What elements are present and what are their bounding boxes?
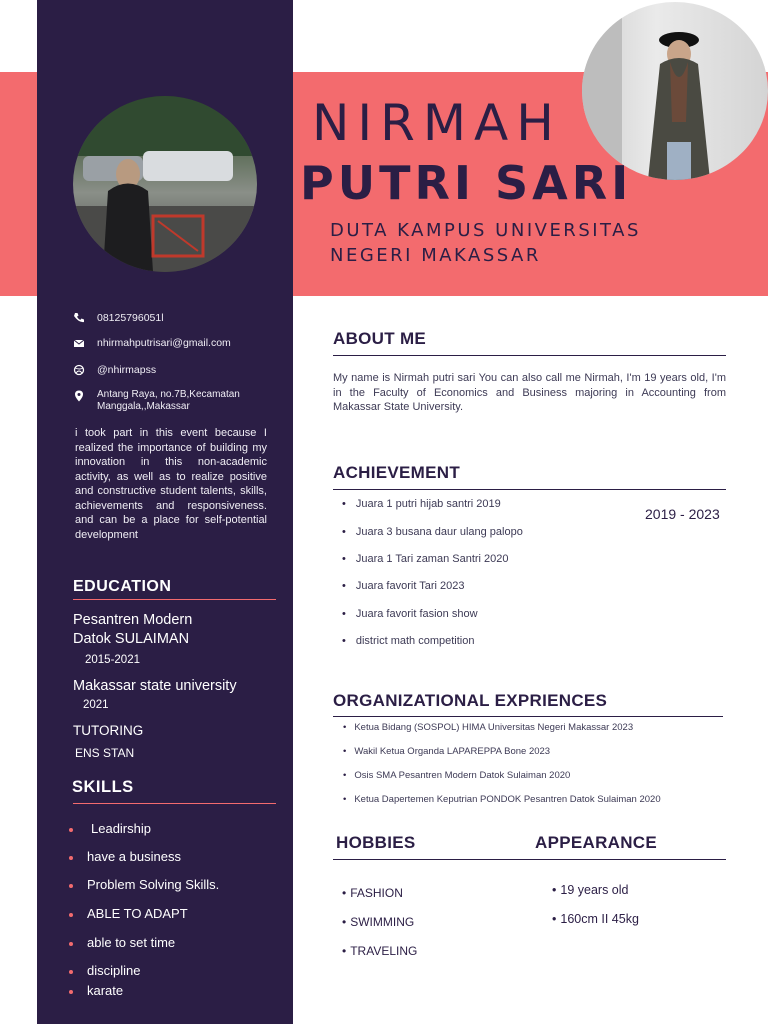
hobbies-heading: HOBBIES (336, 833, 416, 852)
skills-heading: SKILLS (72, 778, 134, 796)
skill-label: Problem Solving Skills. (87, 877, 220, 892)
mail-icon (73, 337, 85, 349)
education-heading: EDUCATION (73, 578, 172, 595)
skill-label: able to set time (87, 935, 176, 950)
achievement-item: • Juara 1 Tari zaman Santri 2020 (342, 553, 509, 565)
email-text: nhirmahputrisari@gmail.com (97, 337, 231, 349)
phone-icon (73, 312, 85, 324)
name-last: PUTRI SARI (300, 156, 633, 210)
hobbies-rule (333, 859, 726, 860)
sidebar (37, 0, 293, 1024)
bullet-icon (69, 856, 73, 860)
organizational-item: • Osis SMA Pesantren Modern Datok Sulaiman 2020 (343, 770, 570, 781)
school-1-line-1: Pesantren Modern (73, 612, 193, 628)
achievement-rule (333, 489, 726, 490)
appearance-heading: APPEARANCE (535, 833, 658, 852)
achievement-heading: ACHIEVEMENT (333, 463, 461, 482)
photo-illustration-right (582, 2, 768, 180)
address-line-1: Antang Raya, no.7B,Kecamatan (97, 389, 240, 400)
organizational-item: • Ketua Dapertemen Keputrian PONDOK Pesantren Datok Sulaiman 2020 (343, 794, 661, 805)
organizational-rule (333, 716, 723, 717)
skill-item (69, 963, 140, 978)
school-1-years: 2015-2021 (85, 654, 140, 666)
subtitle-line-1: DUTA KAMPUS UNIVERSITAS (330, 220, 641, 241)
education-school-2: Makassar state university (73, 678, 237, 694)
appearance-item: • 160cm II 45kg (552, 912, 639, 926)
skill-label: karate (87, 983, 124, 998)
skill-item (69, 935, 175, 950)
address-line-2: Manggala,,Makassar (97, 400, 190, 412)
education-rule (73, 599, 276, 600)
skill-label: have a business (87, 849, 181, 864)
hobby-item: • SWIMMING (342, 915, 414, 929)
about-text: My name is Nirmah putri sari You can also call me Nirmah, I'm 19 years old, I'm in the Faculty of Economics and Business majoring in Accounting from Makassar State University. (333, 372, 726, 413)
skill-item (69, 849, 181, 864)
about-rule (333, 355, 726, 356)
phone-text: 08125796051l (97, 312, 164, 324)
organizational-item: • Wakil Ketua Organda LAPAREPPA Bone 2023 (343, 746, 550, 757)
skill-item (69, 877, 219, 892)
achievement-item: • Juara 3 busana daur ulang palopo (342, 526, 523, 538)
skill-label: Leadirship (91, 821, 151, 836)
tutoring-label: TUTORING (73, 723, 144, 738)
subtitle (330, 218, 641, 268)
hobby-item: • FASHION (342, 886, 403, 900)
contact-phone (73, 312, 283, 324)
location-pin-icon (73, 389, 85, 403)
bullet-icon (69, 970, 73, 974)
intro-text: i took part in this event because I realized the importance of building my innovation in this non-academic activity, as well as to realize positive and constructive student talents, skills, achievements and responsiveness. and can be a place for self-potential development (75, 427, 267, 541)
tutoring-value: ENS STAN (75, 746, 135, 760)
subtitle-line-2: NEGERI MAKASSAR (330, 245, 541, 266)
organizational-heading: ORGANIZATIONAL EXPRIENCES (333, 691, 608, 710)
achievement-item: • Juara 1 putri hijab santri 2019 (342, 498, 501, 510)
bullet-icon (69, 828, 73, 832)
contact-address (73, 389, 283, 412)
skill-label: discipline (87, 963, 141, 978)
hobby-item: • TRAVELING (342, 944, 417, 958)
education-school-1 (73, 611, 192, 649)
school-1-line-2: Datok SULAIMAN (73, 631, 190, 647)
contact-social (73, 364, 283, 376)
name-first: NIRMAH (312, 94, 562, 152)
bullet-icon (69, 913, 73, 917)
bullet-icon (69, 942, 73, 946)
skill-item (69, 821, 151, 836)
school-2-year: 2021 (83, 699, 109, 711)
skill-label: ABLE TO ADAPT (87, 906, 188, 921)
achievement-item: • Juara favorit fasion show (342, 608, 478, 620)
bullet-icon (69, 990, 73, 994)
achievement-years: 2019 - 2023 (645, 506, 720, 522)
about-heading: ABOUT ME (333, 329, 427, 348)
organizational-item: • Ketua Bidang (SOSPOL) HIMA Universitas Negeri Makassar 2023 (343, 722, 633, 733)
skill-item (69, 906, 188, 921)
appearance-item: • 19 years old (552, 883, 629, 897)
achievement-item: • district math competition (342, 635, 474, 647)
profile-photo-right (582, 2, 768, 180)
achievement-item: • Juara favorit Tari 2023 (342, 580, 465, 592)
bullet-icon (69, 884, 73, 888)
skills-rule (73, 803, 276, 804)
contact-email (73, 337, 283, 349)
profile-photo-left (73, 96, 257, 272)
social-text: @nhirmapss (97, 364, 157, 376)
skill-item (69, 983, 123, 998)
photo-illustration-left (73, 96, 257, 272)
dribbble-icon (73, 364, 85, 376)
